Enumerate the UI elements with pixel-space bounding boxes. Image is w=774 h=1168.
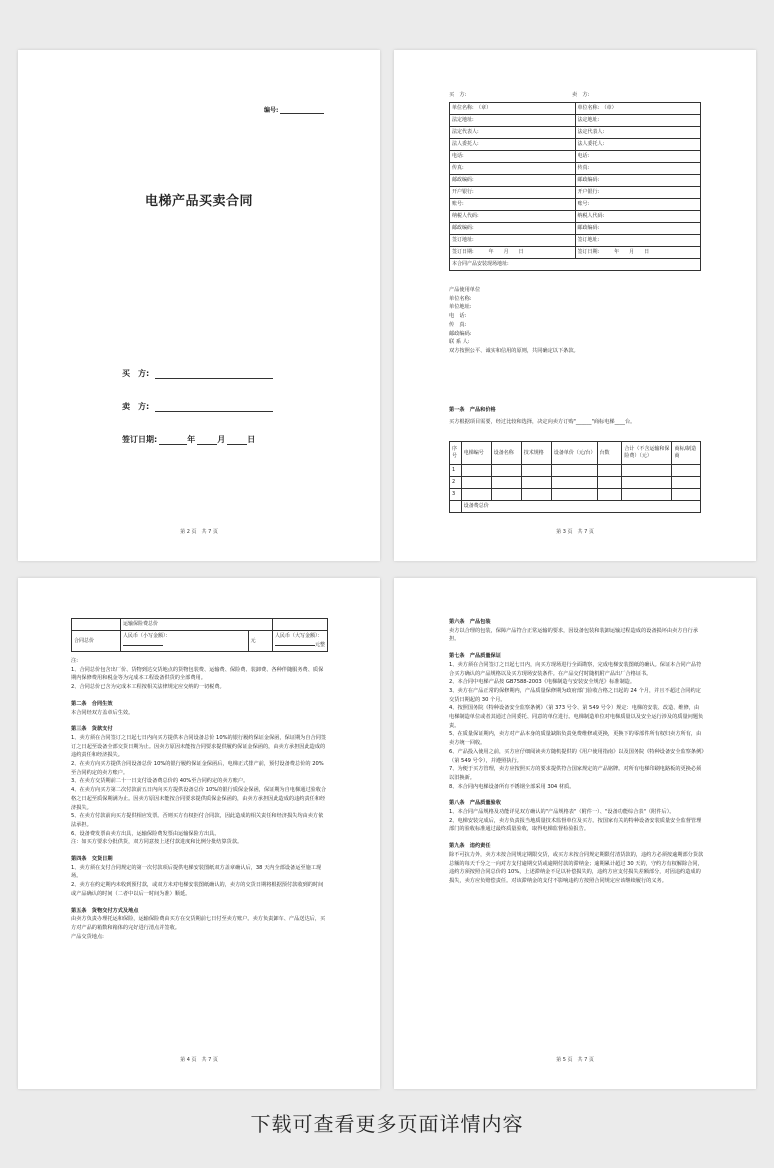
user-info-line: 产品使用单位 [449,287,481,293]
user-info-line: 双方按照公平、诚实和信用的原则，共同确定以下条款。 [449,347,579,354]
table-cell [461,465,491,477]
article-heading: 第八条 产品质量验收 [449,800,501,807]
article-heading: 第三条 货款支付 [71,726,113,733]
table-cell: 签订日期: 年 月 日 [575,247,701,259]
clause-text: 2、卖方在约定期内未收到预付款，或双方未对电梯安装图纸确认的，卖方的交货日期将根据预付款收到的时间或产品确认的时间（二者中以后一时间为准）顺延。 [71,882,324,897]
paragraph-gap [449,791,704,799]
table-cell: 3 [450,489,462,501]
article-heading: 第五条 货物交付方式及地点 [71,907,139,914]
clause-text: 产品交货地点: [71,933,104,940]
table-cell: 单位名称: （章） [450,103,576,115]
table-row [450,247,701,259]
table-cell: 传真: [575,163,701,175]
freight-label: 运输保险费总价 [121,619,273,631]
article-heading: 第四条 交货日期 [71,856,113,863]
table-cell: 单位名称: （章） [575,103,701,115]
table-header-cell: 设备单价（元/台） [551,442,597,465]
rmb-big-line [275,645,315,646]
table-cell: 签订地址: [575,235,701,247]
price-table [449,441,701,513]
page-party-info [394,50,756,561]
clause-text: 5、在卖方付款前向买方提供相应发票。否则买方有权拒付合同款，因此造成的相关责任和经济损失均由卖方依法承担。 [71,813,324,828]
clause-text: 8、本合同内电梯设备所有不锈钢全部采用 304 材质。 [449,783,575,790]
table-row [450,175,701,187]
table-cell: 法定地址: [575,115,701,127]
table-header-cell: 技术规格 [521,442,551,465]
table-header-cell: 台数 [597,442,622,465]
table-row [450,259,701,271]
page-number: 第 3 页 共 7 页 [556,529,594,535]
table-row [450,199,701,211]
article-heading: 第九条 违约责任 [449,843,491,850]
table-cell: 开户银行: [575,187,701,199]
table-row [450,115,701,127]
clause-text: 4、按照国务院《特种设备安全监察条例》（第 373 号令、第 549 号令）规定：电梯的安装、改造、维修，由电梯制造单位或者其通过合同委托、同意的单位进行。电梯制造单位对电梯质量以及安全运行涉及的质量问题负责。 [449,705,704,729]
table-row [450,223,701,235]
table-cell: 法定代表人: [450,127,576,139]
article-heading: 第七条 产品质量保证 [449,653,501,660]
user-info-line: 传 真: [449,321,467,328]
install-address-cell: 本合同产品安装现场地址: [450,259,701,271]
paragraph-gap [71,692,328,700]
contract-title: 电梯产品买卖合同 [144,194,253,209]
page-number: 第 4 页 共 7 页 [180,1057,218,1063]
paragraph-gap [71,717,328,725]
clause-text: 1、卖方须在合同签订之日起七日内，向买方现场进行全面勘察，完成电梯安装图纸的确认。保证本合同产品符合买方确认的产品规格以及买方现场安装条件。在产品交付时随机附产品出厂合格证书。 [449,661,702,677]
product-user-block [449,286,706,356]
header-buyer: 买 方: [449,92,467,98]
table-cell: 法人委托人: [450,139,576,151]
yuan-cell: 元 [248,631,272,652]
table-row [450,465,701,477]
article-heading: 第六条 产品包装 [449,619,491,625]
payment-clauses [71,657,328,941]
year-label: 年 [187,435,196,444]
table-row [72,631,328,652]
table-cell [72,619,121,631]
total-label: 合同总价 [72,631,121,652]
user-info-line: 联 系 人: [449,339,470,346]
table-cell: 2 [450,477,462,489]
download-more-caption: 下载可查看更多页面详情内容 [250,1112,524,1136]
article-1-title: 第一条 产品和价格 [449,407,496,413]
table-row [450,139,701,151]
table-cell [597,477,622,489]
clause-text: 1、卖方须在支付合同规定的第一次付款项后提供电梯安装图纸双方盖章确认后，38 天内全部设备运至施工现场。 [71,864,322,880]
rmb-big-label: 人民币（大写金额）： [274,633,323,639]
table-row [450,163,701,175]
table-cell [597,465,622,477]
clause-text: 4、在卖方向买方第二次付款前五日内向买方提供设备总价 10%的银行质保金保函，保证期为自电梯通过验收合格之日起至质保期满为止。因卖方原因未能按合同要求提供质保金保函的，由卖方承担因此造成的违约责任和经济损失。 [71,787,327,811]
page-cover [18,50,380,561]
seller-line [155,402,273,412]
table-cell [597,489,622,501]
table-header-row [450,442,701,465]
seller-label: 卖 方: [122,402,150,411]
table-cell: 邮政编码: [450,223,576,235]
rmb-small-line [123,645,163,646]
table-cell [461,489,491,501]
year-line [159,435,187,445]
buyer-line [155,369,273,379]
day-line [227,435,247,445]
table-header-cell: 序号 [450,442,462,465]
table-header-cell: 电梯编号 [461,442,491,465]
table-cell: 账号: [450,199,576,211]
article-1-text: 买方根据项目需要，经过比较和选择，决定向卖方订购"______"商标电梯____台。 [449,419,636,425]
table-cell: 纳税人代码: [575,211,701,223]
table-cell [622,489,672,501]
table-cell [491,477,521,489]
table-cell: 法人委托人: [575,139,701,151]
clause-text: 1、本合同产品规格及功能详见双方确认的"产品规格表"（附件一）、"设备功能综合表"（附件后）。 [449,809,675,816]
total-price-table [71,618,328,652]
table-cell [491,489,521,501]
day-label: 日 [247,435,256,444]
seller-field [122,401,273,412]
table-cell: 账号: [575,199,701,211]
clause-text: 本合同经双方盖章后生效。 [71,709,134,716]
clause-text: 2、电梯安装完成后，卖方负责报当地质量技术监督单位及买方。按国家有关的特种设备安装质量安全监督管理部门的验收标准通过最终质量验收，取得电梯监督检验报告。 [449,817,702,833]
table-cell: 法定地址: [450,115,576,127]
clause-text: 2、在卖方向买方提供合同设备总价 10%的银行履约保证金保函后，电梯正式排产前，预付设备费总价的 20%至合同约定的卖方账户。 [71,761,324,776]
table-row [450,501,701,513]
table-cell: 1 [450,465,462,477]
table-row [72,619,328,631]
table-cell [672,465,701,477]
clause-text: 5、在质量保证期内，卖方对产品本身的质量缺陷负责免费维修或更换，更换下的零部件所有权归卖方所有，由卖方统一回收。 [449,731,702,747]
sign-date-label: 签订日期: [122,435,158,444]
table-row [450,103,701,115]
user-info-line: 邮政编码: [449,330,472,337]
table-cell: 开户银行: [450,187,576,199]
table-cell [521,477,551,489]
page-number: 第 2 页 共 7 页 [180,529,218,535]
clause-text: 6、产品投入使用之前，买方应仔细阅读卖方随机提供的《用户使用指南》以及国务院《特种设备安全监察条例》（第 549 号令），并遵照执行。 [449,748,704,764]
clause-text: 2、合同总价已含为完成本工程按相关法律规定应交纳的一切税费。 [71,684,225,691]
table-cell: 纳税人代码: [450,211,576,223]
page-number: 第 5 页 共 7 页 [556,1057,594,1063]
clause-text: 3、卖方在产品正常的保修期内，产品质量保修期为政府部门验收合格之日起的 24 个月，并且不超过合同约定交货日期起的 30 个月。 [449,687,701,703]
table-cell [672,489,701,501]
sign-date-field [122,434,255,445]
table-cell [491,465,521,477]
table-cell [672,477,701,489]
table-cell [450,501,462,513]
buyer-label: 买 方: [122,369,150,378]
table-cell: 邮政编码: [575,223,701,235]
table-cell [273,619,328,631]
rmb-small-label: 人民币（小写金额）： [123,633,171,639]
clause-text: 卖方以合理的包装，保障产品符合正常运输的要求，因设备包装和装卸运输过程造成的设备损坏由卖方自行承担。 [449,627,699,643]
table-cell [551,465,597,477]
table-total-label: 设备费总价 [461,501,700,513]
clause-text: 注: [71,658,78,664]
month-line [197,435,217,445]
clause-text: 7、为便于买方管理，卖方应按照买方的要求提供符合国家规定的产品铭牌。对所有电梯印刷电路板的更换必须以旧换新。 [449,766,702,781]
article-heading: 第二条 合同生效 [71,700,113,707]
table-cell [521,489,551,501]
user-info-line: 单位名称: [449,295,472,302]
clause-text: 1、卖方须在合同签订之日起七日内向买方提供本合同设备总价 10%的银行履约保证金保函，保证期为自合同签订之日起至设备全部交货日期为止。因卖方原因未能按合同要求提供履约保证金保函的，由卖方承担因此造成的违约责任和经济损失。 [71,734,327,759]
clause-text: 1、合同总价包含出厂价、货物到达交货地点的货物包装费、运输费、保险费、装卸费、各种伴随服务费、质保期内保修费用和税金等为完成本工程设备供货的全部费用。 [71,666,324,682]
buyer-field [122,368,273,379]
clause-text: 2、本合同中电梯产品按 GB7588-2003《电梯制造与安装安全规范》标准制造。 [449,679,636,686]
month-label: 月 [217,435,226,444]
watermark [80,346,123,391]
paragraph-gap [71,899,328,907]
page-payment [18,578,380,1089]
table-header-cell: 设备名称 [491,442,521,465]
table-cell: 法定代表人: [575,127,701,139]
table-cell [622,477,672,489]
table-row [450,151,701,163]
paragraph-gap [449,644,704,652]
table-cell: 邮政编码: [450,175,576,187]
header-seller: 卖 方: [572,92,590,98]
page-quality [394,578,756,1089]
paragraph-gap [71,847,328,855]
rmb-big-cell [272,631,327,652]
table-cell: 邮政编码: [575,175,701,187]
party-info-table [449,102,701,271]
contract-number-line [280,107,324,114]
table-row [450,187,701,199]
table-header-cell: 商标/制造商 [672,442,701,465]
quality-clauses [449,618,704,886]
table-cell [521,465,551,477]
user-info-line: 单位地址: [449,304,472,311]
table-row [450,235,701,247]
table-cell: 电话: [575,151,701,163]
user-info-line: 电 话: [449,313,467,320]
table-cell: 传真: [450,163,576,175]
clause-text: 6、设备费发票由卖方出具，运输保险费发票由运输保险方出具。 [71,830,220,837]
yuan-whole-label: 元整 [314,642,325,648]
clause-text: 除不可抗力外，卖方未按合同规定期限交货，或买方未按合同规定期限付清货款的，违约方必须按逾期部分货款总额的每天千分之一向对方支付逾期交货或逾期付款的滞纳金；逾期累计超过 30 天的，守约方有权解除合同，违约方须按照合同总价的 10%，上述滞纳金不足以补偿损失的，违约方应支付损失差额部分，对因违约造成的损失，卖方应负赔偿责任。对该滞纳金的支付不影响违约方按照合同规定应该继续履行的义务。 [449,851,704,884]
table-cell: 电话: [450,151,576,163]
table-cell: 签订日期: 年 月 日 [450,247,576,259]
clause-text: 由卖方负责办理托运和保险，运输保险费由买方在交货期前七日付至卖方账户。卖方负责卸车、产品送达后，买方对产品的箱数和箱体的完好进行清点并签收。 [71,916,326,931]
table-row [450,127,701,139]
contract-number [264,105,324,114]
table-row [450,211,701,223]
table-cell: 签订地址: [450,235,576,247]
table-header-cell: 合计（不含运输和保险费）（元） [622,442,672,465]
table-cell [461,477,491,489]
table-cell [622,465,672,477]
rmb-small-cell [121,631,249,652]
clause-text: 3、在卖方交货期前二十一日支付设备费总价的 40%至合同约定的卖方账户。 [71,778,249,785]
table-cell [551,489,597,501]
clause-text: 注：如买方要求分批供货，双方同意按上述付款进度和比例分批结算货款。 [71,839,243,846]
contract-number-label: 编号: [264,107,279,114]
table-cell [551,477,597,489]
table-row [450,489,701,501]
table-row [450,477,701,489]
paragraph-gap [449,834,704,842]
